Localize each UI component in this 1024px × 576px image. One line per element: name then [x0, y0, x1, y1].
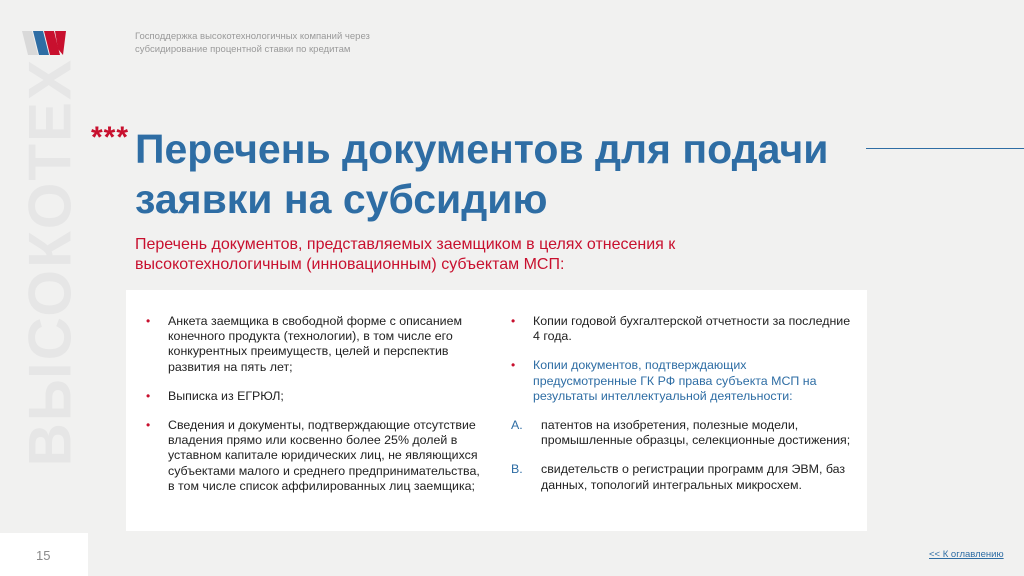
list-item-text: Анкета заемщика в свободной форме с описанием конечного продукта (технологии), в том числе его конкурентных преимуществ, целей и перспектив развития на пять лет;	[168, 314, 462, 374]
title-divider	[866, 148, 1024, 149]
bullet-icon: •	[511, 314, 516, 328]
bullet-icon: •	[146, 388, 151, 403]
header-text: Господдержка высокотехнологичных компаний через субсидирование процентной ставки по кредитам	[135, 31, 370, 55]
sub-item-text: патентов на изобретения, полезные модели, промышленные образцы, селекционные достижения;	[541, 418, 851, 448]
sub-list-item	[511, 462, 851, 492]
list-item-text: Сведения и документы, подтверждающие отсутствие владения прямо или косвенно более 25% долей в уставном капитале юридических лиц, не являющихся субъектами малого и среднего предпринимательства, в том числе список аффилированных лиц заемщика;	[168, 418, 480, 493]
list-item	[511, 314, 851, 344]
logo	[22, 29, 70, 57]
documents-card	[126, 290, 867, 531]
decor-stars: ***	[91, 121, 130, 154]
left-column	[146, 314, 481, 508]
list-item-text: Копии документов, подтверждающих предусмотренные ГК РФ права субъекта МСП на результаты интеллектуальной деятельности:	[533, 358, 817, 403]
toc-link[interactable]: << К оглавлению	[929, 549, 1004, 560]
list-item-text: Копии годовой бухгалтерской отчетности за последние 4 года.	[533, 314, 851, 344]
bullet-icon: •	[146, 418, 151, 433]
sub-list-item	[511, 418, 851, 448]
page-title: Перечень документов для подачи заявки на субсидию	[135, 126, 829, 222]
sub-item-text: свидетельств о регистрации программ для ЭВМ, баз данных, топологий интегральных микросхем.	[541, 462, 846, 492]
logo-icon	[22, 29, 70, 57]
page-subtitle: Перечень документов, представляемых заемщиком в целях отнесения к высокотехнологичным (инновационным) субъектам МСП:	[135, 236, 676, 273]
right-column	[511, 314, 851, 507]
list-item	[146, 314, 481, 375]
sub-item-letter: A.	[511, 418, 523, 433]
sub-item-letter: B.	[511, 462, 523, 477]
list-item	[146, 418, 481, 494]
bullet-icon: •	[511, 358, 516, 373]
bullet-icon: •	[146, 314, 151, 328]
list-item	[511, 358, 851, 404]
page-number: 15	[36, 548, 51, 563]
list-item	[146, 389, 481, 404]
side-watermark: ВЫСОКОТЕХ	[16, 57, 84, 467]
list-item-text: Выписка из ЕГРЮЛ;	[168, 388, 284, 403]
